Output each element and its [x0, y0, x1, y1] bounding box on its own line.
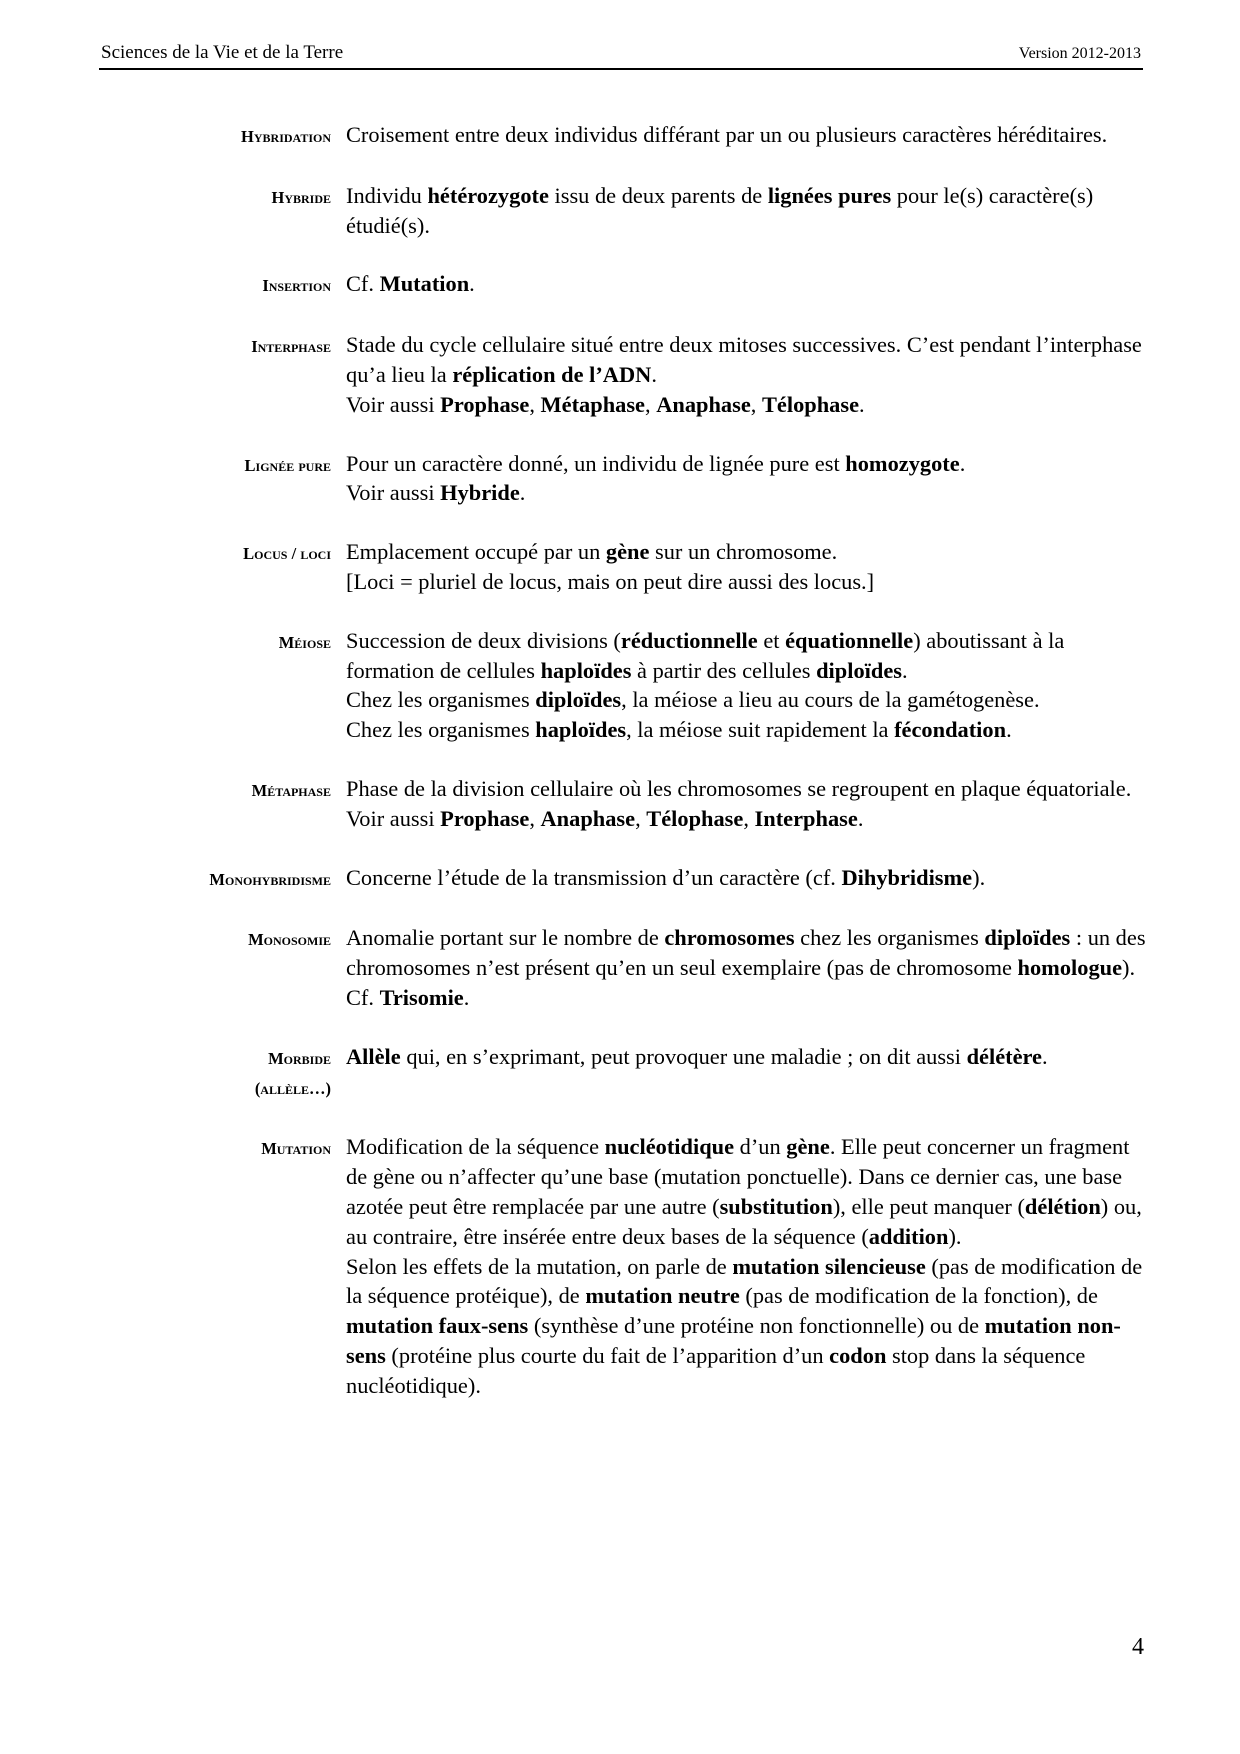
- definition-paragraph: [346, 181, 1146, 241]
- definition-text: ) ou, au contraire, être insérée entre deux bases de la séquence (: [346, 1193, 1142, 1249]
- definition-keyword: diploïdes: [816, 657, 902, 683]
- definition-text: Chez les organismes: [346, 687, 536, 713]
- definition-keyword: hétérozygote: [427, 182, 549, 208]
- glossary-entry-hybride: [0, 181, 1240, 241]
- definition-text: ).: [972, 864, 986, 890]
- definition-text: ).: [1122, 955, 1136, 981]
- definition-paragraph: [346, 774, 1146, 804]
- glossary-entry-monohybridisme: [0, 863, 1240, 895]
- definition-paragraph: [346, 1132, 1146, 1251]
- glossary-entry-locus: [0, 537, 1240, 597]
- definition-text: .: [859, 391, 865, 417]
- glossary-term-text: Locus / loci: [243, 544, 331, 564]
- glossary-term: [0, 181, 331, 213]
- definition-text: (synthèse d’une protéine non fonctionnelle) ou de: [528, 1313, 985, 1339]
- definition-text: ), elle peut manquer (: [832, 1193, 1025, 1219]
- definition-text: .: [1006, 717, 1012, 743]
- glossary-definition: [346, 181, 1146, 241]
- definition-text: d’un: [734, 1134, 787, 1160]
- definition-text: Modification de la séquence: [346, 1134, 605, 1160]
- glossary-term: [0, 1042, 331, 1104]
- glossary-term-text: Hybride: [271, 187, 331, 207]
- definition-keyword: Prophase: [440, 391, 530, 417]
- definition-keyword: équationnelle: [785, 627, 914, 653]
- glossary-term-text: Interphase: [251, 337, 331, 357]
- definition-text: et: [757, 627, 786, 653]
- definition-keyword: mutation neutre: [585, 1283, 740, 1309]
- glossary-term-text: Mutation: [261, 1139, 331, 1159]
- glossary-definition: [346, 330, 1146, 419]
- glossary-term: [0, 1132, 331, 1164]
- glossary-definition: [346, 923, 1146, 1012]
- definition-text: .: [651, 361, 657, 387]
- definition-paragraph: [346, 626, 1146, 686]
- definition-keyword: délétion: [1024, 1193, 1101, 1219]
- glossary-term: [0, 269, 331, 301]
- definition-keyword: Prophase: [440, 805, 530, 831]
- definition-text: Selon les effets de la mutation, on parle de: [346, 1253, 733, 1279]
- definition-text: Stade du cycle cellulaire situé entre deux mitoses successives. C’est pendant l’interphase qu’a lieu la: [346, 332, 1142, 387]
- definition-text: ,: [529, 391, 541, 417]
- glossary-term-text: Métaphase: [251, 780, 331, 800]
- definition-text: ,: [750, 391, 762, 417]
- definition-keyword: Anaphase: [656, 391, 751, 417]
- definition-paragraph: [346, 983, 1146, 1013]
- definition-keyword: homologue: [1017, 955, 1123, 981]
- definition-keyword: réplication de l’ADN: [452, 361, 652, 387]
- definition-keyword: codon: [829, 1342, 887, 1368]
- definition-text: (pas de modification de la séquence protéique), de: [346, 1253, 1143, 1309]
- definition-text: Individu: [346, 182, 428, 208]
- definition-text: issu de deux parents de: [548, 182, 768, 208]
- definition-paragraph: [346, 685, 1146, 715]
- definition-keyword: diploïdes: [535, 687, 622, 713]
- definition-text: ,: [645, 391, 657, 417]
- glossary-definition: [346, 537, 1146, 597]
- definition-paragraph: [346, 537, 1146, 567]
- glossary-definition: [346, 1042, 1146, 1072]
- glossary-entry-meiose: [0, 626, 1240, 745]
- glossary-term-text: Méiose: [278, 632, 331, 652]
- definition-keyword: Trisomie: [379, 984, 464, 1010]
- definition-text: Emplacement occupé par un: [346, 539, 606, 565]
- glossary-term: [0, 774, 331, 806]
- definition-keyword: Mutation: [379, 271, 470, 297]
- definition-keyword: Interphase: [754, 805, 858, 831]
- glossary-definition: [346, 626, 1146, 745]
- glossary-definition: [346, 120, 1146, 150]
- definition-paragraph: [346, 804, 1146, 834]
- glossary-entry-lignee-pure: [0, 449, 1240, 509]
- definition-text: .: [1042, 1043, 1048, 1069]
- definition-text: Phase de la division cellulaire où les chromosomes se regroupent en plaque équatoriale.: [346, 775, 1132, 801]
- definition-keyword: gène: [786, 1134, 830, 1160]
- glossary-definition: [346, 863, 1146, 893]
- definition-paragraph: [346, 863, 1146, 893]
- glossary-entry-morbide: [0, 1042, 1240, 1104]
- definition-text: Voir aussi: [346, 391, 441, 417]
- definition-text: Concerne l’étude de la transmission d’un caractère (cf.: [346, 864, 842, 890]
- definition-text: .: [469, 271, 475, 297]
- definition-keyword: Métaphase: [540, 391, 645, 417]
- glossary-definition: [346, 1132, 1146, 1400]
- glossary-term-text: Morbide: [268, 1048, 331, 1068]
- definition-text: ,: [635, 805, 647, 831]
- definition-keyword: chromosomes: [664, 925, 795, 951]
- definition-keyword: réductionnelle: [620, 627, 758, 653]
- glossary-term: [0, 863, 331, 895]
- definition-text: : un des chromosomes n’est présent qu’en un seul exemplaire (pas de chromosome: [346, 925, 1146, 981]
- definition-text: (pas de modification de la fonction), de: [739, 1283, 1098, 1309]
- definition-text: [Loci = pluriel de locus, mais on peut dire aussi des locus.]: [346, 568, 875, 594]
- definition-text: , la méiose a lieu au cours de la gamétogenèse.: [621, 687, 1040, 713]
- definition-keyword: Télophase: [761, 391, 860, 417]
- header-course-title: Sciences de la Vie et de la Terre: [101, 42, 344, 63]
- definition-text: ,: [529, 805, 541, 831]
- definition-keyword: nucléotidique: [604, 1134, 735, 1160]
- definition-text: ) aboutissant à la formation de cellules: [346, 627, 1065, 683]
- definition-text: ).: [948, 1223, 962, 1249]
- definition-paragraph: [346, 478, 1146, 508]
- definition-paragraph: [346, 923, 1146, 983]
- definition-paragraph: [346, 449, 1146, 479]
- definition-paragraph: [346, 1252, 1146, 1401]
- definition-keyword: mutation silencieuse: [732, 1253, 926, 1279]
- definition-keyword: Allèle: [346, 1043, 401, 1069]
- glossary-term: [0, 449, 331, 481]
- definition-text: .: [901, 657, 908, 683]
- glossary-entry-monosomie: [0, 923, 1240, 1012]
- page-number: 4: [1132, 1634, 1144, 1660]
- definition-text: Voir aussi: [346, 805, 441, 831]
- glossary-term: [0, 120, 331, 152]
- definition-paragraph: [346, 390, 1146, 420]
- glossary-entry-metaphase: [0, 774, 1240, 834]
- definition-text: qui, en s’exprimant, peut provoquer une maladie ; on dit aussi: [400, 1043, 967, 1069]
- glossary-term: [0, 537, 331, 569]
- definition-keyword: homozygote: [845, 450, 960, 476]
- definition-text: (protéine plus courte du fait de l’apparition d’un: [385, 1342, 830, 1368]
- definition-text: à partir des cellules: [631, 657, 817, 683]
- definition-paragraph: [346, 330, 1146, 390]
- definition-text: Voir aussi: [346, 480, 441, 506]
- glossary-term: [0, 626, 331, 658]
- definition-text: pour le(s) caractère(s) étudié(s).: [346, 182, 1094, 238]
- glossary-term: [0, 330, 331, 362]
- definition-keyword: délétère: [966, 1043, 1042, 1069]
- definition-text: Cf.: [346, 984, 380, 1010]
- glossary-definition: [346, 774, 1146, 834]
- glossary-entries: [0, 120, 1240, 1430]
- definition-paragraph: [346, 715, 1146, 745]
- definition-paragraph: [346, 567, 1146, 597]
- glossary-entry-interphase: [0, 330, 1240, 419]
- definition-keyword: Hybride: [440, 480, 520, 506]
- definition-text: .: [959, 450, 966, 476]
- page-header: [99, 38, 1143, 70]
- definition-text: , la méiose suit rapidement la: [626, 717, 895, 743]
- definition-text: .: [519, 480, 526, 506]
- definition-text: Cf.: [346, 271, 380, 297]
- definition-text: Anomalie portant sur le nombre de: [346, 925, 665, 951]
- glossary-entry-mutation: [0, 1132, 1240, 1400]
- definition-keyword: haploïdes: [540, 657, 632, 683]
- definition-text: Succession de deux divisions (: [346, 627, 621, 653]
- definition-keyword: lignées pures: [767, 182, 892, 208]
- definition-text: .: [857, 805, 864, 831]
- glossary-definition: [346, 269, 1146, 299]
- definition-paragraph: [346, 120, 1146, 150]
- definition-text: chez les organismes: [794, 925, 985, 951]
- definition-text: Chez les organismes: [346, 717, 536, 743]
- definition-text: Pour un caractère donné, un individu de lignée pure est: [346, 450, 846, 476]
- definition-text: . Elle peut concerner un fragment de gène ou n’affecter qu’une base (mutation ponctuelle). Dans ce dernier cas, une base azotée peut être remplacée par une autre (: [346, 1134, 1130, 1219]
- definition-keyword: addition: [868, 1223, 949, 1249]
- glossary-term-text: Hybridation: [241, 127, 331, 146]
- definition-text: sur un chromosome.: [649, 539, 838, 565]
- definition-keyword: Anaphase: [540, 805, 636, 831]
- header-version: Version 2012-2013: [1018, 45, 1141, 62]
- definition-text: stop dans la séquence nucléotidique).: [346, 1342, 1086, 1398]
- definition-keyword: mutation faux-sens: [346, 1313, 529, 1339]
- glossary-term-text: (allèle…): [254, 1078, 331, 1098]
- definition-keyword: Télophase: [646, 805, 744, 831]
- definition-paragraph: [346, 1042, 1146, 1072]
- definition-keyword: mutation non-sens: [346, 1313, 1121, 1368]
- definition-keyword: fécondation: [894, 717, 1007, 743]
- definition-keyword: haploïdes: [535, 717, 627, 743]
- glossary-term-text: Monosomie: [248, 930, 331, 950]
- definition-text: Croisement entre deux individus différant par un ou plusieurs caractères héréditaires.: [346, 122, 1108, 147]
- definition-text: .: [463, 984, 470, 1010]
- definition-text: ,: [743, 805, 755, 831]
- definition-keyword: Dihybridisme: [841, 864, 973, 890]
- glossary-term-text: Insertion: [262, 276, 331, 296]
- definition-paragraph: [346, 269, 1146, 299]
- glossary-definition: [346, 449, 1146, 509]
- glossary-term-text: Monohybridisme: [209, 869, 331, 889]
- glossary-term: [0, 923, 331, 955]
- definition-keyword: substitution: [719, 1193, 833, 1219]
- glossary-term-text: Lignée pure: [244, 455, 331, 475]
- definition-keyword: gène: [605, 539, 650, 565]
- definition-keyword: diploïdes: [984, 925, 1071, 951]
- glossary-entry-insertion: [0, 269, 1240, 301]
- glossary-entry-hybridation: [0, 120, 1240, 152]
